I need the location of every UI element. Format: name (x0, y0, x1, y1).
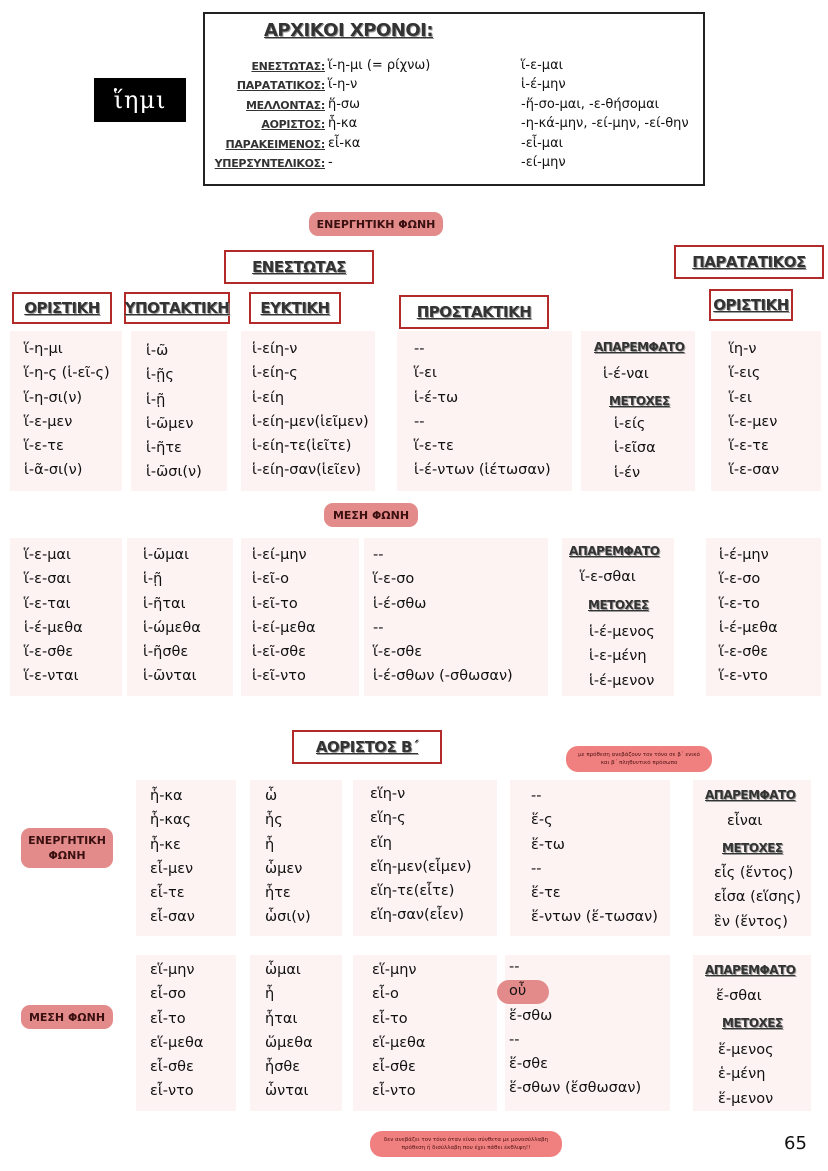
verb-form: ἱ-έ-τω (414, 389, 459, 406)
aorist-middle-optative (372, 958, 425, 1104)
tense-active-form: - (328, 155, 333, 170)
verb-form: ὧμεν (265, 860, 303, 877)
verb-form: εἷ-σο (150, 986, 187, 1003)
tense-label: ΠΑΡΑΤΑΤΙΚΟΣ: (236, 79, 325, 93)
verb-form: ἧ (265, 836, 275, 853)
verb-form: ἱ-έ-σθων (-σθωσαν) (373, 668, 513, 685)
verb-form: εἵη-ς (370, 810, 406, 827)
verb-form: ἕ-τω (531, 836, 565, 853)
verb-form: ἱ-έ-μην (719, 547, 769, 563)
verb-form: -- (509, 1031, 520, 1048)
subjunctive-header: ΥΠΟΤΑΚΤΙΚΗ (124, 292, 230, 324)
verb-form: ἵ-η-σι(ν) (24, 389, 83, 406)
aorist-middle-participles (718, 1038, 774, 1111)
verb-form: -- (414, 341, 425, 357)
verb-form: ἱ-ῶνται (143, 668, 197, 685)
verb-form: ἵ-ε-ντο (719, 668, 768, 685)
verb-form: ἱ-είη-μεν(ἱεῖμεν) (252, 413, 369, 430)
verb-form: εἵ-μην (150, 962, 195, 978)
verb-form: εἷ-σαν (150, 909, 195, 926)
verb-form: ἱ-είς (614, 416, 646, 432)
verb-form: ἱ-έ-μεθα (24, 619, 83, 636)
present-middle-imperative (373, 543, 513, 689)
verb-form: ἱ-ῇ (146, 391, 166, 408)
verb-form: εἵη (370, 834, 392, 851)
verb-form: ἵ-ε-μαι (24, 547, 71, 563)
aorist-middle-subjunctive (265, 958, 313, 1104)
imperative-header: ΠΡΟΣΤΑΚΤΙΚΗ (399, 295, 549, 329)
aorist-active-participles-label: ΜΕΤΟΧΕΣ (722, 841, 783, 855)
verb-form: ἱ-ῶσι(ν) (146, 464, 202, 481)
bottom-note: δεν ανεβάζει τον τόνο όταν είναι σύνθετα με μονοσύλλαβη πρόθεση ή δισύλλαβη που έχει πάθει έκθλιψη!! (370, 1131, 562, 1157)
aorist-middle-participles-label: ΜΕΤΟΧΕΣ (722, 1016, 783, 1030)
verb-title: ἵημι (94, 78, 186, 122)
middle-voice-label: ΜΕΣΗ ΦΩΝΗ (324, 503, 418, 527)
verb-form: ἵ-ε-τε (729, 438, 769, 455)
tense-active-form: ἧ-κα (328, 116, 358, 132)
verb-form: ἧ-κε (150, 836, 181, 853)
verb-form: ἱ-εῖ-ντο (252, 668, 306, 685)
verb-form: -- (373, 619, 384, 636)
verb-form: ἱ-είη-ν (252, 341, 298, 357)
aorist-middle-indicative (150, 958, 203, 1104)
verb-form: ἧ-κας (150, 812, 192, 829)
verb-form: ἵ-ε-τε (24, 438, 64, 455)
present-middle-indicative (24, 543, 83, 689)
present-active-subjunctive (146, 339, 202, 485)
aorist-middle-infinitive-label: ΑΠΑΡΕΜΦΑΤΟ (705, 963, 796, 977)
aorist-active-participles (714, 861, 801, 934)
present-tense-header: ΕΝΕΣΤΩΤΑΣ (224, 250, 374, 284)
verb-form: ἱ-ῶμεν (146, 415, 194, 432)
present-middle-participles-label: ΜΕΤΟΧΕΣ (588, 598, 649, 612)
verb-form: ἓν (ἕντος) (714, 913, 788, 930)
verb-form: εἵη-τε(εἷτε) (370, 883, 455, 900)
verb-form: ἧσθε (265, 1059, 301, 1076)
present-active-optative (252, 337, 369, 483)
verb-form: -- (509, 959, 520, 975)
tense-active-form: εἷ-κα (328, 135, 361, 151)
tense-active-form: ἥ-σω (328, 96, 361, 112)
verb-form: εἷσα (εἵσης) (714, 889, 802, 906)
imperfect-middle-forms (719, 543, 778, 689)
verb-form: ἱ-εῖ-το (252, 595, 298, 612)
verb-form: ἵ-ε-ται (24, 595, 71, 612)
verb-form: εἵ-μεθα (372, 1034, 426, 1051)
verb-form: ἱ-ῶμαι (143, 547, 189, 563)
verb-form: ἵ-ε-σθε (373, 644, 423, 661)
imperfect-active-forms (729, 337, 779, 483)
verb-form: ἱ-εῖσα (614, 440, 656, 457)
verb-form: ἵ-η-μι (24, 341, 63, 357)
optative-header: ΕΥΚΤΙΚΗ (249, 292, 341, 324)
active-voice-label: ΕΝΕΡΓΗΤΙΚΗ ΦΩΝΗ (309, 212, 443, 236)
tense-label: ΥΠΕΡΣΥΝΤΕΛΙΚΟΣ: (214, 157, 325, 170)
verb-form: ἱ-είη-ς (252, 365, 298, 382)
verb-form: ἕ-σθων (ἕσθωσαν) (509, 1080, 642, 1097)
verb-form: εἵη-ν (370, 786, 406, 802)
tense-active-form: ἵ-η-μι (= ρίχνω) (328, 58, 431, 73)
verb-form: ὧνται (265, 1083, 309, 1100)
verb-form: ὥμεθα (265, 1034, 313, 1051)
verb-form: ἵ-ε-νται (24, 668, 79, 685)
imperfect-indicative-header: ΟΡΙΣΤΙΚΗ (709, 289, 793, 321)
verb-form: εἷ-το (372, 1010, 408, 1027)
aorist-active-imperative (531, 784, 658, 930)
verb-form: ἵ-ε-μεν (24, 413, 73, 430)
verb-form: ἱ-εί-μην (252, 547, 307, 563)
verb-form: ἵ-ε-σαν (729, 462, 780, 479)
verb-form: ἱ-εῖ-σθε (252, 644, 307, 661)
tense-label: ΑΟΡΙΣΤΟΣ: (261, 118, 325, 132)
verb-form: εἵη-σαν(εἷεν) (370, 907, 465, 924)
verb-form: ἵ-ε-το (719, 595, 760, 612)
verb-form: ἕ-τε (531, 885, 561, 902)
verb-form: ὧσι(ν) (265, 909, 311, 926)
indicative-header: ΟΡΙΣΤΙΚΗ (12, 292, 112, 324)
aorist-active-infinitive-label: ΑΠΑΡΕΜΦΑΤΟ (705, 788, 796, 802)
aorist-accent-note: με πρόθεση ανεβάζουν τον τόνο σε β΄ ενικό και β΄ πληθυντικό πρόσωπο (566, 746, 712, 772)
verb-form: ἕ-σθε (509, 1056, 548, 1073)
present-active-indicative (24, 337, 110, 483)
aorist-middle-infinitive: ἕ-σθαι (716, 988, 762, 1004)
verb-form: εἷ-ο (372, 986, 399, 1003)
verb-form: ἧται (265, 1010, 298, 1027)
verb-form: ἵ-ε-τε (414, 438, 454, 455)
aorist-active-voice-line1: ΕΝΕΡΓΗΤΙΚΗ (28, 834, 106, 847)
imperfect-tense-header: ΠΑΡΑΤΑΤΙΚΟΣ (674, 245, 824, 279)
verb-form: ἱ-ῆσθε (143, 644, 189, 661)
verb-form: ἧ-κα (150, 788, 183, 804)
present-active-infinitive-label: ΑΠΑΡΕΜΦΑΤΟ (594, 340, 685, 354)
aorist-active-subjunctive (265, 784, 311, 930)
verb-form: ἵ-ε-σο (373, 571, 415, 588)
verb-form: ἵ-ει (414, 365, 437, 382)
verb-form: ἧς (265, 812, 283, 829)
verb-form: -- (531, 788, 542, 804)
tense-middle-form: ἱ-έ-μην (521, 77, 566, 93)
verb-form: εἷ-ντο (150, 1083, 194, 1100)
verb-form: ἵ-ε-σθε (719, 644, 769, 661)
verb-form: ἱ-ῇς (146, 367, 174, 384)
aorist-active-voice-line2: ΦΩΝΗ (48, 849, 86, 862)
tense-label: ΕΝΕΣΤΩΤΑΣ: (251, 60, 325, 73)
page-number: 65 (784, 1133, 807, 1154)
verb-form: ἱ-εί-μεθα (252, 619, 316, 636)
verb-form: ἱ-είη-τε(ἱεῖτε) (252, 438, 352, 455)
present-middle-infinitive: ἵ-ε-σθαι (580, 569, 636, 585)
verb-form: ἕ-μενος (718, 1042, 774, 1058)
verb-form: ἵ-ε-μεν (729, 413, 778, 430)
verb-form: ἱ-είη (252, 389, 285, 406)
present-active-participles (614, 412, 656, 485)
verb-form: ἱ-έ-μεθα (719, 619, 778, 636)
verb-form: εἷ-τε (150, 885, 185, 902)
verb-form: ἱ-ᾶ-σι(ν) (24, 462, 83, 479)
principal-tenses-title: ΑΡΧΙΚΟΙ ΧΡΟΝΟΙ: (264, 20, 434, 41)
verb-form: ἱ-ῆτε (146, 440, 182, 457)
verb-form: ἵ-ει (729, 389, 752, 406)
verb-form: εἷ-μεν (150, 860, 194, 877)
present-middle-infinitive-label: ΑΠΑΡΕΜΦΑΤΟ (569, 544, 660, 558)
aorist-active-infinitive: εἷναι (727, 813, 763, 829)
present-middle-optative (252, 543, 316, 689)
verb-form: ἵ-ε-σθε (24, 644, 74, 661)
aorist-active-voice-label (21, 828, 113, 868)
present-middle-participles (589, 620, 655, 693)
verb-form: ὧμαι (265, 962, 301, 978)
verb-form: ἧτε (265, 885, 291, 902)
verb-form: ἱ-έ-ντων (ἱέτωσαν) (414, 462, 551, 479)
verb-form: ἱ-ῶ (146, 343, 169, 359)
verb-form: ἵ-εις (729, 365, 761, 382)
verb-form: ἱ-έ-μενον (589, 672, 655, 689)
verb-form: εἷ-σθε (150, 1059, 194, 1076)
aorist-header: ΑΟΡΙΣΤΟΣ Β΄ (292, 730, 442, 764)
verb-form: οὗ (509, 983, 527, 1000)
verb-form: εἷ-σθε (372, 1059, 416, 1076)
present-active-infinitive: ἱ-έ-ναι (603, 366, 649, 382)
tense-middle-form: -εἷ-μαι (521, 135, 564, 151)
tense-middle-form: ἵ-ε-μαι (521, 58, 564, 73)
tense-active-form: ἵ-η-ν (328, 77, 358, 93)
aorist-middle-imperative (509, 955, 641, 1101)
verb-form: -- (414, 413, 425, 430)
verb-form: ἱ-ῇ (143, 571, 163, 588)
verb-form: ἱ-έ-μενος (589, 624, 655, 640)
verb-form: ἱ-ῆται (143, 595, 186, 612)
verb-form: ἑ-μένη (718, 1066, 766, 1083)
tense-label: ΠΑΡΑΚΕΙΜΕΝΟΣ: (225, 137, 325, 151)
verb-form: -- (531, 860, 542, 877)
verb-form: ἵη-ν (729, 341, 757, 357)
verb-form: -- (373, 547, 384, 563)
verb-form: εἷ-το (150, 1010, 186, 1027)
verb-form: ἵ-ε-σο (719, 571, 761, 588)
verb-form: εἵη-μεν(εἷμεν) (370, 858, 472, 875)
aorist-active-indicative (150, 784, 195, 930)
verb-form: εἵ-μεθα (150, 1034, 204, 1051)
verb-form: ἱ-ώμεθα (143, 619, 201, 636)
verb-form: ὧ (265, 788, 278, 804)
present-middle-subjunctive (143, 543, 201, 689)
aorist-active-optative (370, 782, 472, 928)
verb-form: εἷς (ἕντος) (714, 865, 794, 881)
tense-middle-form: -ἥ-σο-μαι, -ε-θήσομαι (521, 96, 660, 112)
present-active-participles-label: ΜΕΤΟΧΕΣ (609, 394, 670, 408)
tense-label: ΜΕΛΛΟΝΤΑΣ: (246, 98, 325, 112)
verb-form: ἱ-εῖ-ο (252, 571, 289, 588)
verb-form: ἧ (265, 986, 275, 1003)
verb-form: εἷ-ντο (372, 1083, 416, 1100)
tense-middle-form: -η-κά-μην, -εί-μην, -εί-θην (521, 116, 689, 132)
verb-form: ἵ-η-ς (ἱ-εῖ-ς) (24, 365, 110, 382)
verb-form: ἱ-έ-σθω (373, 595, 427, 612)
verb-form: ἱ-ε-μένη (589, 648, 647, 665)
aorist-middle-voice-label: ΜΕΣΗ ΦΩΝΗ (21, 1005, 113, 1029)
tense-middle-form: -εί-μην (521, 155, 566, 170)
verb-form: ἕ-μενον (718, 1090, 774, 1107)
present-active-imperative (414, 337, 551, 483)
verb-form: ἵ-ε-σαι (24, 571, 71, 588)
verb-form: ἕ-ντων (ἕ-τωσαν) (531, 909, 658, 926)
verb-form: ἱ-είη-σαν(ἱεῖεν) (252, 462, 362, 479)
verb-form: ἕ-σθω (509, 1007, 553, 1024)
verb-form: ἱ-έν (614, 464, 641, 481)
verb-form: εἵ-μην (372, 962, 417, 978)
verb-form: ἕ-ς (531, 812, 553, 829)
